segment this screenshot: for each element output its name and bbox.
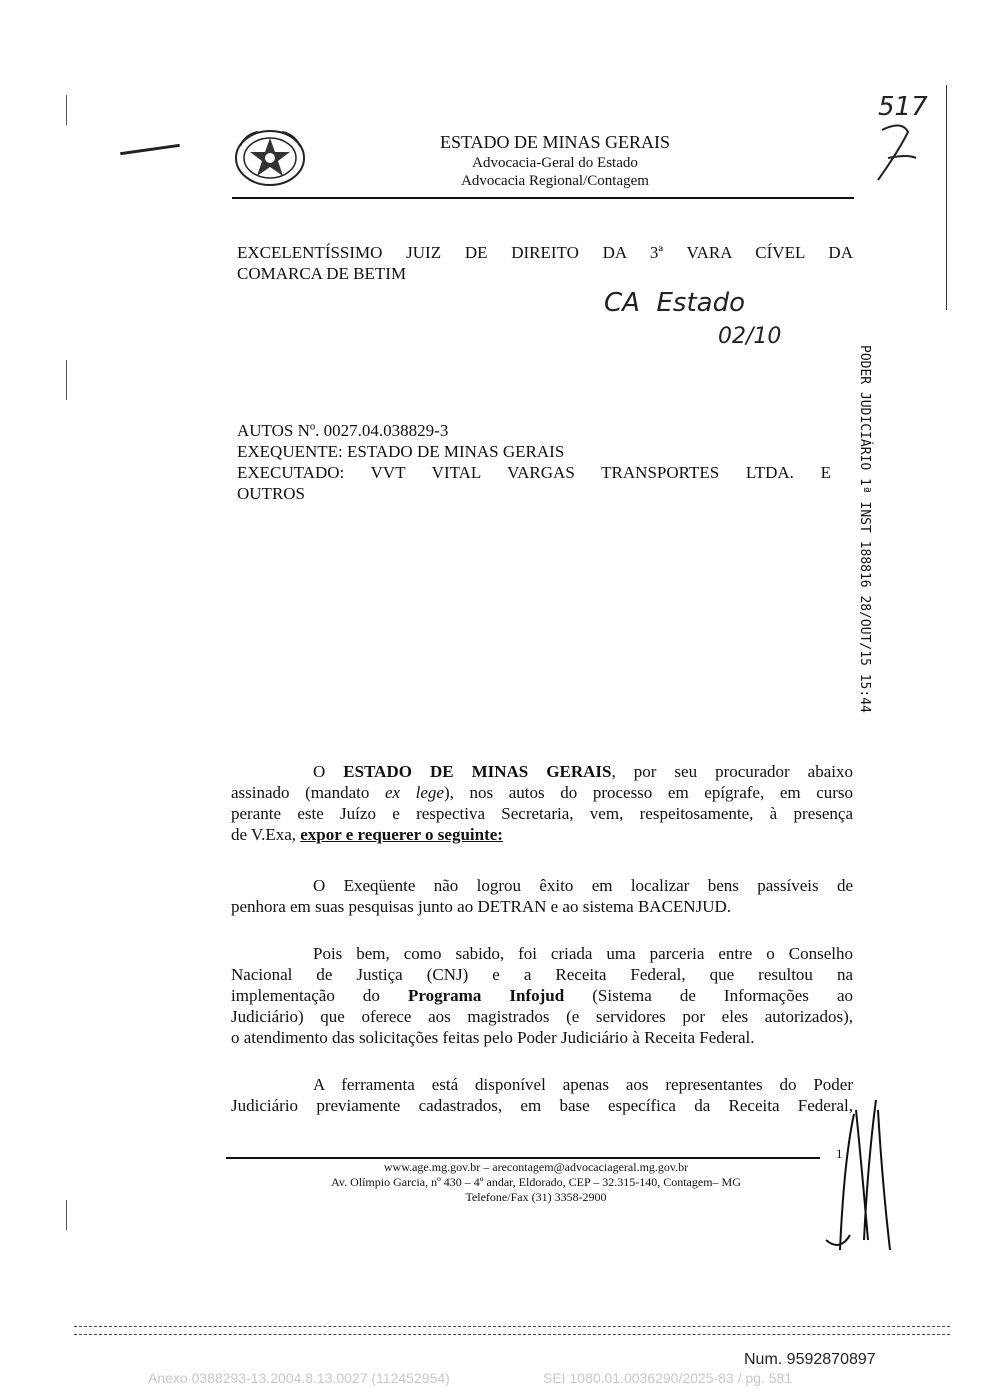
addressee-line-2: COMARCA DE BETIM — [237, 264, 407, 283]
handwritten-signature — [820, 1090, 900, 1260]
letterhead-office: Advocacia Regional/Contagem — [461, 173, 649, 189]
letterhead-agency: Advocacia-Geral do Estado — [472, 155, 638, 171]
scan-edge-mark — [946, 85, 947, 310]
paragraph-3-line-3: implementação do Programa Infojud (Sistema de Informações ao — [231, 986, 853, 1005]
footer-phone: Telefone/Fax (31) 3358-2900 — [465, 1190, 607, 1204]
paragraph-1-line-3: perante este Juízo e respectiva Secretaria, vem, respeitosamente, à presença — [231, 804, 853, 823]
handwritten-page-number: 517 — [878, 92, 928, 122]
protocol-stamp: PODER JUDICIÁRIO 1ª INST 188816 28/OUT/15 15:44 — [857, 345, 872, 713]
paragraph-2-line-1: O Exeqüente não logrou êxito em localizar bens passíveis de — [313, 876, 853, 895]
paragraph-3 — [231, 943, 853, 1048]
footer-web: www.age.mg.gov.br – arecontagem@advocaciageral.mg.gov.br — [383, 1160, 689, 1174]
paragraph-2 — [231, 875, 853, 917]
case-exequente: EXEQUENTE: ESTADO DE MINAS GERAIS — [237, 442, 565, 461]
scan-edge-mark — [66, 360, 67, 400]
paragraph-4-line-2: Judiciário previamente cadastrados, em base específica da Receita Federal, — [231, 1096, 853, 1115]
paragraph-3-line-4: Judiciário) que oferece aos magistrados (e servidores por eles autorizados), — [231, 1007, 853, 1026]
paragraph-2-line-2: penhora em suas pesquisas junto ao DETRAN e ao sistema BACENJUD. — [231, 897, 732, 916]
paragraph-3-line-1: Pois bem, como sabido, foi criada uma parceria entre o Conselho — [313, 944, 853, 963]
party-name-bold: ESTADO DE MINAS GERAIS — [343, 762, 612, 781]
scan-rule-line — [74, 1326, 950, 1327]
paragraph-1-line-2: assinado (mandato ex lege), nos autos do processo em epígrafe, em curso — [231, 783, 854, 802]
page-number: 1 — [836, 1146, 843, 1161]
case-executado-line-2: OUTROS — [237, 484, 306, 503]
footer-rule — [226, 1157, 820, 1159]
letterhead — [390, 132, 720, 190]
annex-reference: Anexo 0388293-13.2004.8.13.0027 (112452954) — [148, 1370, 450, 1386]
case-executado-line-1: EXECUTADO: VVT VITAL VARGAS TRANSPORTES LTDA. E — [237, 463, 831, 482]
addressee — [237, 242, 853, 284]
paragraph-3-line-5: o atendimento das solicitações feitas pelo Poder Judiciário à Receita Federal. — [231, 1028, 755, 1047]
paragraph-1-line-4: de V.Exa, expor e requerer o seguinte: — [231, 825, 503, 844]
paragraph-1 — [231, 761, 853, 845]
document-number: Num. 9592870897 — [744, 1351, 876, 1368]
scan-stroke-mark — [120, 144, 180, 155]
addressee-line-1: EXCELENTÍSSIMO JUIZ DE DIREITO DA 3ª VARA CÍVEL DA — [237, 243, 853, 262]
paragraph-4 — [231, 1074, 853, 1116]
paragraph-3-line-2: Nacional de Justiça (CNJ) e a Receita Federal, que resultou na — [231, 965, 853, 984]
footer — [236, 1160, 836, 1205]
paragraph-4-line-1: A ferramenta está disponível apenas aos representantes do Poder — [313, 1075, 853, 1094]
scan-rule-line — [74, 1334, 950, 1335]
case-autos: AUTOS Nº. 0027.04.038829-3 — [237, 421, 449, 440]
sei-reference: SEI 1080.01.0036290/2025-83 / pg. 581 — [543, 1370, 793, 1386]
letterhead-state: ESTADO DE MINAS GERAIS — [439, 132, 671, 152]
coat-of-arms-emblem — [232, 126, 308, 188]
handwritten-initial-mark — [868, 118, 928, 188]
paragraph-1-line-1: O ESTADO DE MINAS GERAIS, por seu procurador abaixo — [313, 762, 853, 781]
program-name-bold: Programa Infojud — [407, 986, 565, 1005]
scan-edge-mark — [66, 95, 67, 125]
handwritten-note-line-1: CA Estado — [604, 288, 745, 318]
request-heading: expor e requerer o seguinte: — [300, 825, 503, 844]
case-info — [237, 420, 831, 504]
scan-edge-mark — [66, 1200, 67, 1230]
handwritten-note-line-2: 02/10 — [718, 324, 782, 349]
footer-address: Av. Olímpio Garcia, nº 430 – 4º andar, Eldorado, CEP – 32.315-140, Contagem– MG — [331, 1175, 741, 1189]
header-rule — [232, 197, 854, 199]
